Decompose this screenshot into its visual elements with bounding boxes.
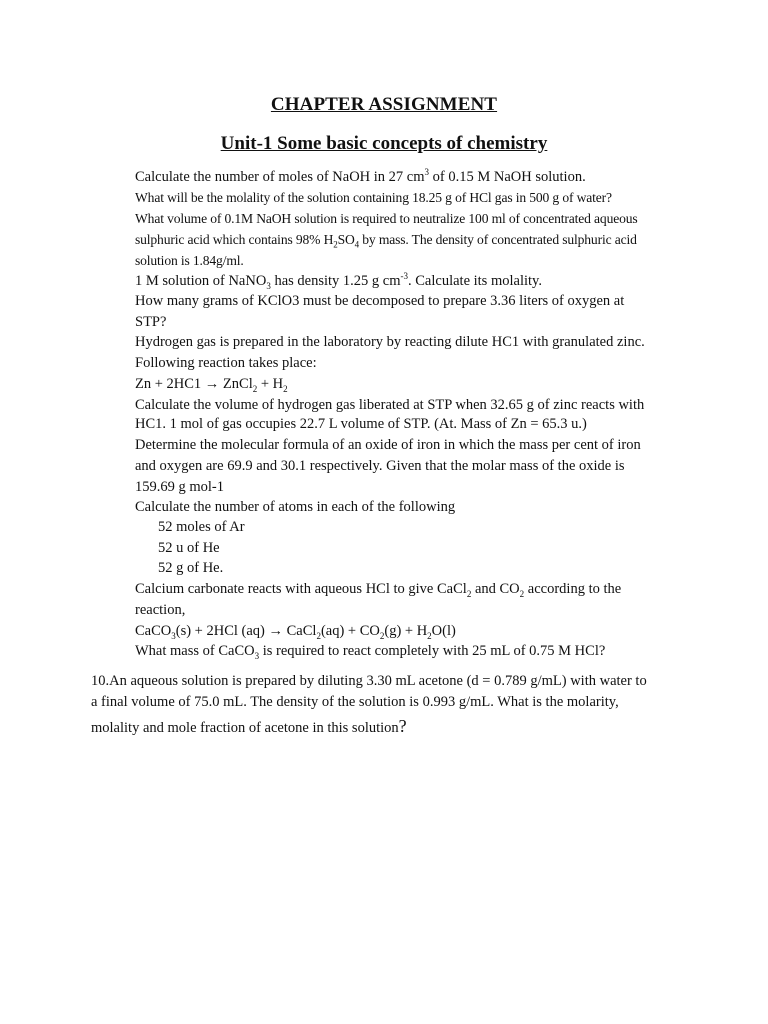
question-9-line-4: What mass of CaCO$_3$ is required to react completely with 25 mL of 0.75 M HCl? — [135, 643, 606, 661]
question-6-equation: Zn + 2HC1 → ZnCl$_2$ + $H_2$ — [135, 376, 288, 394]
question-8-line-1: Calculate the number of atoms in each of the following — [135, 499, 456, 515]
question-7-line-2: and oxygen are 69.9 and 30.1 respectively. Given that the molar mass of the oxide is — [135, 458, 625, 474]
question-10-line-1: 10.An aqueous solution is prepared by diluting 3.30 mL acetone (d = 0.789 g/mL) with water to — [91, 673, 647, 689]
question-3-line-2: sulphuric acid which contains 98% $H_2SO_4$ by mass. The density of concentrated sulphuric acid — [135, 232, 637, 250]
unit-subtitle: Unit-1 Some basic concepts of chemistry — [220, 133, 548, 154]
question-3-line-1: What volume of 0.1M NaOH solution is required to neutralize 100 ml of concentrated aqueous — [135, 211, 638, 226]
question-5-line-1: How many grams of KClO3 must be decomposed to prepare 3.36 liters of oxygen at — [135, 293, 625, 309]
question-8-item-3: 52 g of He. — [158, 560, 224, 576]
question-6-line-2: Following reaction takes place: — [135, 355, 317, 371]
question-9-equation: CaCO$_3$(s) + 2HCl (aq) → CaCl$_2$(aq) + $CO_2(g) + H_2O(l)$ — [135, 623, 456, 641]
page-title: CHAPTER ASSIGNMENT — [270, 94, 498, 115]
question-9-line-2: reaction, — [135, 602, 186, 618]
question-6-line-1: Hydrogen gas is prepared in the laboratory by reacting dilute HC1 with granulated zinc. — [135, 334, 645, 350]
question-8-item-2: 52 u of He — [158, 540, 220, 556]
question-2: What will be the molality of the solution containing 18.25 g of HCl gas in 500 g of water? — [135, 190, 612, 205]
question-6-line-4: Calculate the volume of hydrogen gas liberated at STP when 32.65 g of zinc reacts with — [135, 397, 645, 413]
question-3-line-3: solution is 1.84g/ml. — [135, 253, 244, 268]
question-8-item-1: 52 moles of Ar — [158, 519, 245, 535]
question-7-line-3: 159.69 g mol-1 — [135, 479, 225, 495]
question-1: Calculate the number of moles of NaOH in 27 $cm^3$ of 0.15 M NaOH solution. — [135, 167, 586, 185]
question-5-line-2: STP? — [135, 314, 167, 330]
question-9-line-1: Calcium carbonate reacts with aqueous HCl to give CaCl$_2$ and $CO_2$ according to the — [135, 581, 622, 599]
question-6-line-5: HC1. 1 mol of gas occupies 22.7 L volume of STP. (At. Mass of Zn = 65.3 u.) — [135, 416, 587, 432]
question-7-line-1: Determine the molecular formula of an oxide of iron in which the mass per cent of iron — [135, 437, 641, 453]
question-4: 1 M solution of NaNO$_3$ has density 1.25 g $cm^{-3}$. Calculate its molality. — [135, 271, 542, 291]
question-10-line-3: molality and mole fraction of acetone in this solution? — [91, 716, 407, 736]
question-10-line-2: a final volume of 75.0 mL. The density of the solution is 0.993 g/mL. What is the molarity, — [91, 694, 619, 710]
